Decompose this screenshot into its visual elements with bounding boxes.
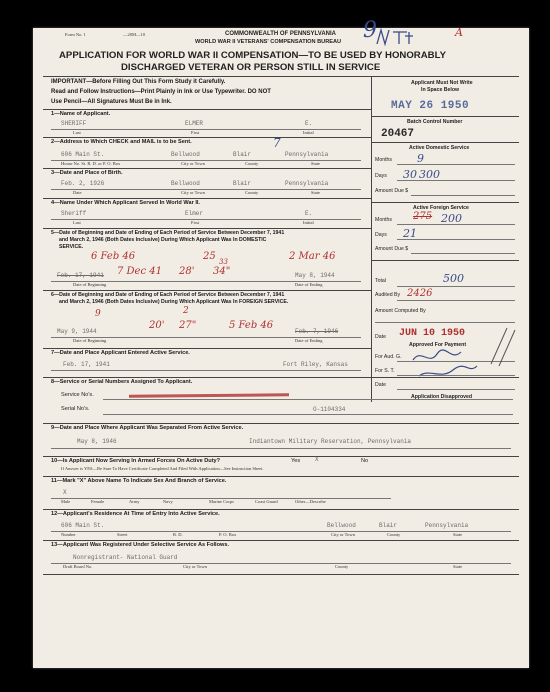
for-amount-value: 200 bbox=[441, 212, 462, 225]
s2-sub-county: County bbox=[245, 161, 259, 166]
s8-serial-label: Serial No's. bbox=[61, 406, 90, 412]
s5-hand-dec41: 7 Dec 41 bbox=[117, 266, 162, 277]
s2-state: Pennsylvania bbox=[285, 151, 329, 158]
s5-hand-end: 2 Mar 46 bbox=[289, 251, 336, 262]
foreign-service-title: Active Foreign Service bbox=[413, 205, 469, 211]
corner-mark: A bbox=[455, 26, 463, 39]
commonwealth-heading: COMMONWEALTH OF PENNSYLVANIA bbox=[225, 31, 336, 37]
s10-note: If Answer is YES—Be Sure To Have Certificate Completed And Filed With Application—See Instruction Sheet. bbox=[61, 466, 264, 471]
s2-city: Bellwood bbox=[171, 151, 200, 158]
approved-for-payment: Approved For Payment bbox=[409, 342, 467, 348]
s12-county: Blair bbox=[379, 522, 398, 529]
s4-sub-first: First bbox=[191, 220, 200, 225]
s1-first-name: ELMER bbox=[185, 120, 204, 127]
batch-control-number: 20467 bbox=[381, 128, 415, 140]
batch-control-label: Batch Control Number bbox=[407, 119, 463, 125]
audited-by-label: Audited By bbox=[375, 292, 401, 298]
s6-label: 6—Date of Beginning and Date of Ending of Each Period of Service Between December 7, 1941 bbox=[51, 292, 285, 298]
s6-hand-2: 2 bbox=[183, 306, 189, 316]
s12-city: Bellwood bbox=[327, 522, 356, 529]
s10-yes: Yes bbox=[291, 458, 301, 464]
s10-label: 10—Is Applicant Now Serving In Armed Forces On Active Duty? bbox=[51, 458, 221, 464]
s3-sub-date: Date bbox=[73, 190, 82, 195]
s9-place: Indiantown Military Reservation, Pennsylvania bbox=[249, 438, 412, 445]
s11-opt-male: Male bbox=[61, 499, 71, 504]
s13-value: Nonregistrant- National Guard bbox=[73, 554, 178, 561]
header-divider bbox=[43, 76, 519, 77]
s12-sub-rd: R. D. bbox=[173, 532, 183, 537]
s11-x: X bbox=[63, 489, 67, 496]
total-label: Total bbox=[375, 278, 386, 284]
s12-street: 606 Main St. bbox=[61, 522, 105, 529]
s6-typed-end: Feb. 7, 1946 bbox=[295, 328, 339, 335]
s11-opt-navy: Navy bbox=[163, 499, 173, 504]
s8-service-label: Service No's. bbox=[61, 392, 94, 398]
s6-label2: and March 2, 1946 (Both Dates Inclusive) During Which Applicant Was In FOREIGN SERVICE. bbox=[59, 299, 289, 305]
s1-last-name: SHERIFF bbox=[61, 120, 87, 127]
s5-label2: and March 2, 1946 (Both Dates Inclusive) During Which Applicant Was In DOMESTIC bbox=[59, 237, 267, 243]
aud-gen-label: For Aud. G. bbox=[375, 354, 402, 360]
domestic-service-title: Active Domestic Service bbox=[409, 145, 470, 151]
for-months-label: Months bbox=[375, 217, 393, 223]
corner-handwritten-number: 9 bbox=[363, 18, 377, 43]
s11-opt-other: Other—Describe bbox=[295, 499, 326, 504]
s1-initial: E. bbox=[305, 120, 313, 127]
date2-label: Date bbox=[375, 382, 386, 388]
for-amount-struck: 275 bbox=[413, 211, 433, 222]
s1-sub-initial: Initial bbox=[303, 130, 314, 135]
total-amount: 500 bbox=[443, 272, 464, 285]
st-treas-label: For S. T. bbox=[375, 368, 395, 374]
s4-sub-last: Last bbox=[73, 220, 81, 225]
handwritten-scribble bbox=[375, 26, 415, 48]
s5-label3: SERVICE. bbox=[59, 244, 84, 250]
s3-date: Feb. 2, 1926 bbox=[61, 180, 105, 187]
s5-typed-end: May 8, 1944 bbox=[295, 272, 335, 279]
received-date-stamp: MAY 26 1950 bbox=[391, 100, 470, 112]
s3-state: Pennsylvania bbox=[285, 180, 329, 187]
form-title-line1: APPLICATION FOR WORLD WAR II COMPENSATION—TO BE USED BY HONORABLY bbox=[59, 50, 446, 61]
dom-months-label: Months bbox=[375, 157, 393, 163]
s12-sub-county: County bbox=[387, 532, 401, 537]
for-amount-due-label: Amount Due $ bbox=[375, 246, 409, 252]
s2-sub-city: City or Town bbox=[181, 161, 205, 166]
s7-date: Feb. 17, 1941 bbox=[63, 361, 110, 368]
s5-sub-begin: Date of Beginning bbox=[73, 282, 107, 287]
s12-sub-number: Number bbox=[61, 532, 76, 537]
s12-sub-pobox: P. O. Box bbox=[219, 532, 237, 537]
s5-hand-mid: 25 bbox=[203, 251, 216, 262]
s8-service-strikeout bbox=[129, 393, 289, 397]
s6-hand-20: 20' bbox=[149, 320, 165, 331]
for-days-value: 21 bbox=[403, 227, 417, 240]
instructions-line2: Read and Follow Instructions—Print Plainly in Ink or Use Typewriter. DO NOT bbox=[51, 89, 271, 95]
s4-label: 4—Name Under Which Applicant Served In World War II. bbox=[51, 200, 200, 206]
s2-street: 606 Main St. bbox=[61, 151, 105, 158]
s12-sub-street: Street bbox=[117, 532, 128, 537]
s3-city: Bellwood bbox=[171, 180, 200, 187]
s5-hand-33: 33 bbox=[219, 258, 228, 266]
sidebar-divider bbox=[371, 76, 372, 402]
s3-sub-state: State bbox=[311, 190, 320, 195]
s3-label: 3—Date and Place of Birth. bbox=[51, 170, 123, 176]
s3-sub-county: County bbox=[245, 190, 259, 195]
s11-opt-marine: Marine Corps bbox=[209, 499, 234, 504]
application-form-sheet bbox=[33, 18, 529, 668]
s1-sub-last: Last bbox=[73, 130, 81, 135]
s2-handwritten: 7 bbox=[273, 136, 281, 150]
s10-no: No bbox=[361, 458, 369, 464]
instructions-line1: IMPORTANT—Before Filling Out This Form Study it Carefully. bbox=[51, 79, 226, 85]
dom-amount-value: 300 bbox=[419, 168, 440, 181]
dom-days-value: 30 bbox=[403, 168, 417, 181]
bureau-heading: WORLD WAR II VETERANS' COMPENSATION BUREAU bbox=[195, 39, 342, 45]
s1-label: 1—Name of Applicant. bbox=[51, 111, 111, 117]
form-code: —20M—10 bbox=[123, 32, 146, 37]
s5-typed-begin: Feb. 17, 1941 bbox=[57, 272, 104, 279]
s12-sub-state: State bbox=[453, 532, 462, 537]
s12-state: Pennsylvania bbox=[425, 522, 469, 529]
s2-sub-address: House No. St. R. D. or P. O. Box bbox=[61, 161, 121, 166]
dom-amount-due-label: Amount Due $ bbox=[375, 188, 409, 194]
s7-label: 7—Date and Place Applicant Entered Active Service. bbox=[51, 350, 190, 356]
s4-sub-initial: Initial bbox=[303, 220, 314, 225]
dom-days-label: Days bbox=[375, 173, 387, 179]
s9-date: May 8, 1946 bbox=[77, 438, 117, 445]
s6-hand-5feb46: 5 Feb 46 bbox=[229, 320, 274, 331]
s2-label: 2—Address to Which CHECK and MAIL is to be Sent. bbox=[51, 139, 192, 145]
application-disapproved: Application Disapproved bbox=[411, 394, 473, 400]
s6-hand-27: 27" bbox=[179, 320, 197, 331]
amount-computed-label: Amount Computed By bbox=[375, 308, 426, 314]
s1-rule bbox=[43, 109, 371, 110]
s5-hand-begin: 6 Feb 46 bbox=[91, 251, 136, 262]
slash-marks bbox=[487, 324, 521, 368]
s13-label: 13—Applicant Was Registered Under Selective Service As Follows. bbox=[51, 542, 230, 548]
form-number: Form No. 1 bbox=[65, 32, 86, 37]
s6-sub-end: Date of Ending bbox=[295, 338, 323, 343]
s8-serial: O-1104334 bbox=[313, 406, 346, 413]
s11-label: 11—Mark "X" Above Name To Indicate Sex And Branch of Service. bbox=[51, 478, 227, 484]
s11-opt-army: Army bbox=[129, 499, 140, 504]
s4-last: Sheriff bbox=[61, 210, 87, 217]
s6-typed-begin: May 9, 1944 bbox=[57, 328, 97, 335]
for-days-label: Days bbox=[375, 232, 387, 238]
s1-sub-first: First bbox=[191, 130, 200, 135]
audited-by-value: 2426 bbox=[407, 288, 433, 299]
s6-sub-begin: Date of Beginning bbox=[73, 338, 107, 343]
s13-sub-city: City or Town bbox=[183, 564, 207, 569]
s12-sub-city: City or Town bbox=[331, 532, 355, 537]
sidebar-must-not: Applicant Must Not Write bbox=[411, 80, 473, 86]
s4-initial: E. bbox=[305, 210, 313, 217]
s4-first: Elmer bbox=[185, 210, 204, 217]
date-label: Date bbox=[375, 334, 386, 340]
s5-sub-end: Date of Ending bbox=[295, 282, 323, 287]
s11-opt-female: Female bbox=[91, 499, 105, 504]
s6-hand-9: 9 bbox=[95, 309, 101, 319]
sidebar-in-space: In Space Below bbox=[421, 87, 460, 93]
instructions-line3: Use Pencil—All Signatures Must Be in Ink. bbox=[51, 99, 172, 105]
s8-label: 8—Service or Serial Numbers Assigned To Applicant. bbox=[51, 379, 193, 385]
s9-label: 9—Date and Place Where Applicant Was Separated From Active Service. bbox=[51, 425, 244, 431]
s2-sub-state: State bbox=[311, 161, 320, 166]
s5-hand-28: 28' bbox=[179, 266, 195, 277]
s10-x: X bbox=[315, 456, 319, 463]
s2-county: Blair bbox=[233, 151, 252, 158]
auditor-signature bbox=[411, 346, 481, 386]
s11-opt-coastguard: Coast Guard bbox=[255, 499, 278, 504]
s5-label: 5—Date of Beginning and Date of Ending of Each Period of Service Between December 7, 1941 bbox=[51, 230, 285, 236]
s7-place: Fort Riley, Kansas bbox=[283, 361, 348, 368]
s5-hand-34: 34" bbox=[213, 266, 231, 277]
form-title-line2: DISCHARGED VETERAN OR PERSON STILL IN SERVICE bbox=[121, 62, 381, 73]
s12-label: 12—Applicant's Residence At Time of Entry Into Active Service. bbox=[51, 511, 220, 517]
s13-sub-county: County bbox=[335, 564, 349, 569]
s13-sub-draftboard: Draft Board No. bbox=[63, 564, 93, 569]
s3-county: Blair bbox=[233, 180, 252, 187]
s3-sub-city: City or Town bbox=[181, 190, 205, 195]
date-stamp: JUN 10 1950 bbox=[399, 328, 466, 339]
s13-sub-state: State bbox=[453, 564, 462, 569]
dom-months-value: 9 bbox=[417, 152, 424, 165]
